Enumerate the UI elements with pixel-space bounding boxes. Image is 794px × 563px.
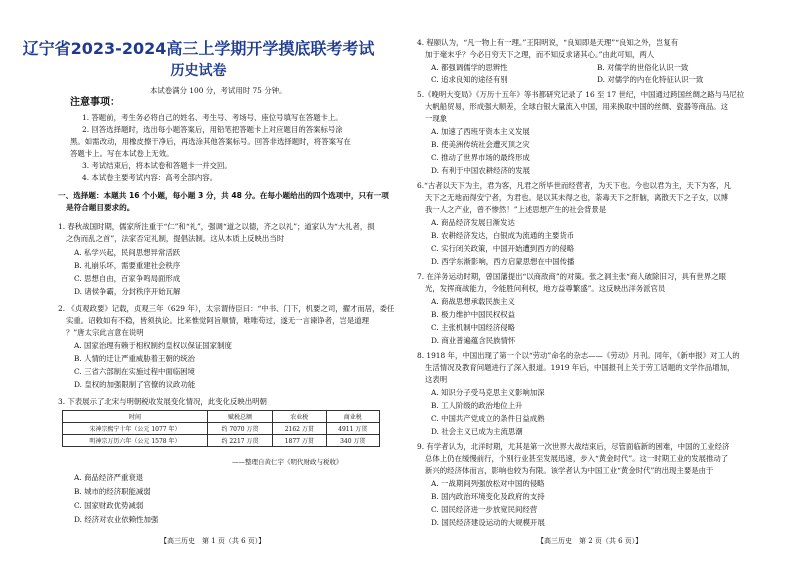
option: C. 国家财政优势减弱 bbox=[74, 501, 144, 510]
section-heading-cont: 是符合题目要求的。 bbox=[66, 203, 135, 212]
option: D. 西学东渐影响，西方启蒙思想在中国传播 bbox=[431, 257, 575, 266]
option: D. 皇权的加强限制了官僚的议政功能 bbox=[74, 380, 196, 389]
question-text: ？”唐太宗此言意在说明 bbox=[66, 328, 144, 337]
option: D. 国民经济建设运动的大规模开展 bbox=[431, 518, 545, 527]
question-text: 6.“古者以天下为主，君为客，凡君之所毕世而经营者，为天下也。今也以君为主，天下为客，凡 bbox=[417, 181, 731, 190]
option: C. 实行闭关政策，中国开始遭到西方的侵略 bbox=[431, 244, 575, 253]
option: A. 一战期间列强放松对中国的侵略 bbox=[431, 479, 545, 488]
section-heading: 一、选择题：本题共 16 个小题，每小题 3 分，共 48 分。在每小题给出的四个选项中，只有一项 bbox=[58, 191, 389, 200]
option: A. 私学兴起，民间思想异常活跃 bbox=[74, 248, 181, 257]
question-text: 光，发挥商战能力，令能胜问利权，地方益尊繁盛”。这反映出洋务派官员 bbox=[425, 284, 666, 293]
question-text: 我一人之产业，曾不惨然！”上述思想产生的社会背景是 bbox=[425, 205, 607, 214]
question-text: 4. 程颐认为，“凡一物上有一理。”王阳明说，“良知即是天理”“良知之外，岂复有 bbox=[417, 38, 679, 47]
option: B. 国内政治环境变化及政府的支持 bbox=[431, 492, 545, 501]
table-row bbox=[63, 423, 380, 435]
question-text: 5.《晚明大变局》《万历十五年》等书都研究记录了 16 至 17 世纪，中国通过跨国丝绸之路与马尼拉 bbox=[417, 90, 745, 99]
exam-subtitle: 历史试卷 bbox=[170, 63, 227, 79]
tax-table bbox=[62, 410, 380, 447]
option: D. 诸侯争霸，分封秩序开始瓦解 bbox=[74, 287, 181, 296]
table-cell: 宋神宗熙宁十年（公元 1077 年） bbox=[63, 423, 208, 435]
option: A. 加速了西班牙资本主义发展 bbox=[431, 127, 530, 136]
question-text: 3. 下表展示了北宋与明朝税收发展变化情况，此变化反映出明朝 bbox=[58, 397, 267, 406]
option: D. 社会主义已成为主流思潮 bbox=[431, 427, 523, 436]
option: A. 知识分子受马克思主义影响加深 bbox=[431, 388, 545, 397]
table-header: 商业税 bbox=[326, 411, 379, 423]
question-text: 大帆船贸易，形成强大顺差，全球白银大量流入中国，用来换取中国的丝绸、瓷器等商品。这 bbox=[425, 102, 729, 111]
question-text: 生活情况及教育问题进行了深入报道。1919 年后，中国报刊上关于劳工话题的文学作品增加， bbox=[425, 363, 735, 372]
question-text: 7. 在洋务运动时期，曾国藩提出“以商敌商”的对策。张之洞主张“商人破除旧习，具有世界之眼 bbox=[417, 272, 726, 281]
option: C. 推动了世界市场的最终形成 bbox=[431, 153, 530, 162]
note-line: 1. 答题前，考生务必将自己的姓名、考生号、考场号、座位号填写在答题卡上。 bbox=[82, 113, 343, 122]
right-page bbox=[397, 0, 794, 563]
notes-heading: 注意事项： bbox=[70, 97, 120, 108]
option: C. 思想自由，百家争鸣局面形成 bbox=[74, 274, 181, 283]
option: C. 国民经济进一步放宽民间经营 bbox=[431, 505, 538, 514]
question-text: 1. 春秋战国时期，儒家所注重于“仁”和“礼”，强调“道之以德，齐之以礼”；道家认为“大礼者，损 bbox=[58, 222, 375, 231]
question-text: 实重。诏敕如有不稳，皆须执论。比来惟觉阿旨顺情，唯唯苟过，遂无一言谏诤者，岂是道理 bbox=[66, 316, 370, 325]
note-line: 3. 考试结束后，将本试卷和答题卡一并交回。 bbox=[82, 161, 232, 170]
option: C. 三省六部制在实施过程中面临困境 bbox=[74, 367, 195, 376]
question-text: 2. 《贞观政要》记载，贞观三年（629 年），太宗谓侍臣曰：“中书、门下，机要之司，擢才而居，委任 bbox=[58, 304, 395, 313]
option: B. 工人阶级的政治地位上升 bbox=[431, 401, 523, 410]
question-text: 之伪而乱之首”，法家否定礼制，提倡法制。这从本质上反映出当时 bbox=[66, 234, 285, 243]
option: B. 极力维护中国民权权益 bbox=[431, 310, 516, 319]
table-cell: 约 2217 万贯 bbox=[207, 435, 272, 447]
note-line: 答题卡上。写在本试卷上无效。 bbox=[70, 149, 174, 158]
page-footer: 【高三历史 第 2 页（共 6 页）】 bbox=[537, 537, 643, 545]
option: B. 礼崩乐坏，需要重建社会秩序 bbox=[74, 261, 181, 270]
note-line: 4. 本试卷主要考试内容：高考全部内容。 bbox=[82, 173, 218, 182]
question-text: 一现象 bbox=[425, 114, 448, 123]
option: A. 商品经济严重衰退 bbox=[74, 473, 144, 482]
note-line: 黑。如需改动，用橡皮擦干净后，再选涂其他答案标号。回答非选择题时，将答案写在 bbox=[70, 137, 351, 146]
option: A. 商战思想承载民族主义 bbox=[431, 297, 515, 306]
table-cell: 4911 万贯 bbox=[326, 423, 379, 435]
exam-info: 本试卷满分 100 分，考试用时 75 分钟。 bbox=[150, 86, 287, 95]
table-cell: 明神宗万历六年（公元 1578 年） bbox=[63, 435, 208, 447]
option: C. 中国共产党成立的条件日益成熟 bbox=[431, 414, 545, 423]
question-text: 天下之无地而得安宁者，为君也。是以其未得之也，荼毒天下之肝脑，离散天下之子女，以博 bbox=[425, 193, 729, 202]
option: D. 商业普遍蕴含民族情怀 bbox=[431, 336, 516, 345]
option: D. 对儒学的内在化特征认识一致 bbox=[597, 75, 704, 84]
option: D. 经济对农业依赖性加强 bbox=[74, 515, 159, 524]
question-text: 9. 有学者认为，北洋时期，尤其是第一次世界大战结束后，尽管面临新的困难，中国的工业经济 bbox=[417, 442, 730, 451]
option: B. 农耕经济发达，白银成为流通的主要货币 bbox=[431, 231, 575, 240]
table-cell: 2162 万贯 bbox=[273, 423, 326, 435]
exam-title: 辽宁省2023-2024高三上学期开学摸底联考考试 bbox=[22, 39, 375, 58]
option: B. 对儒学的世俗化认识一致 bbox=[597, 63, 689, 72]
option: B. 人情的迁让严重威胁着王朝的统治 bbox=[74, 354, 195, 363]
table-header: 时间 bbox=[63, 411, 208, 423]
table-header: 农业税 bbox=[273, 411, 326, 423]
option: D. 有利于中国农耕经济的发展 bbox=[431, 166, 531, 175]
question-text: 这表明 bbox=[425, 375, 448, 384]
option: A. 都强调儒学的思辨性 bbox=[431, 63, 508, 72]
option: B. 使美洲传统社会遭灭顶之灾 bbox=[431, 140, 530, 149]
table-cell: 340 万贯 bbox=[326, 435, 379, 447]
option: B. 城市的经济职能减弱 bbox=[74, 487, 151, 496]
page-footer: 【高三历史 第 1 页（共 6 页）】 bbox=[160, 537, 266, 545]
option: C. 主张机制中国经济侵略 bbox=[431, 323, 515, 332]
table-header: 赋税总额 bbox=[207, 411, 272, 423]
table-row bbox=[63, 435, 380, 447]
option: A. 商品经济发展日渐发达 bbox=[431, 218, 515, 227]
note-line: 2. 回答选择题时，选出每小题答案后，用铅笔把答题卡上对应题目的答案标号涂 bbox=[82, 125, 343, 134]
question-text: 新兴的经济体而言，影响也较为有限。该学者认为中国工业“黄金时代”的出现主要是由于 bbox=[425, 466, 714, 475]
table-header-row bbox=[63, 411, 380, 423]
table-source: ——整理自黄仁宇《明代财政与税收》 bbox=[232, 458, 343, 466]
question-text: 加于毫末乎？今必日穷天下之理，而不知反求诸其心。”由此可知，两人 bbox=[425, 50, 655, 59]
table-cell: 1877 万贯 bbox=[273, 435, 326, 447]
option: C. 追求良知的途径有别 bbox=[431, 75, 508, 84]
table-cell: 约 7070 万贯 bbox=[207, 423, 272, 435]
option: A. 国家治理有赖于相权制约皇权以保证国家制度 bbox=[74, 341, 232, 350]
question-text: 8. 1918 年，中国出现了第一个以“劳动”命名的杂志——《劳动》月刊。同年，《新申报》对工人的 bbox=[417, 351, 740, 360]
question-text: 总体上仍在缓慢前行，个别行业甚至发展迅速，步入“黄金时代”。这一时期工业的发展推动了 bbox=[425, 454, 729, 463]
